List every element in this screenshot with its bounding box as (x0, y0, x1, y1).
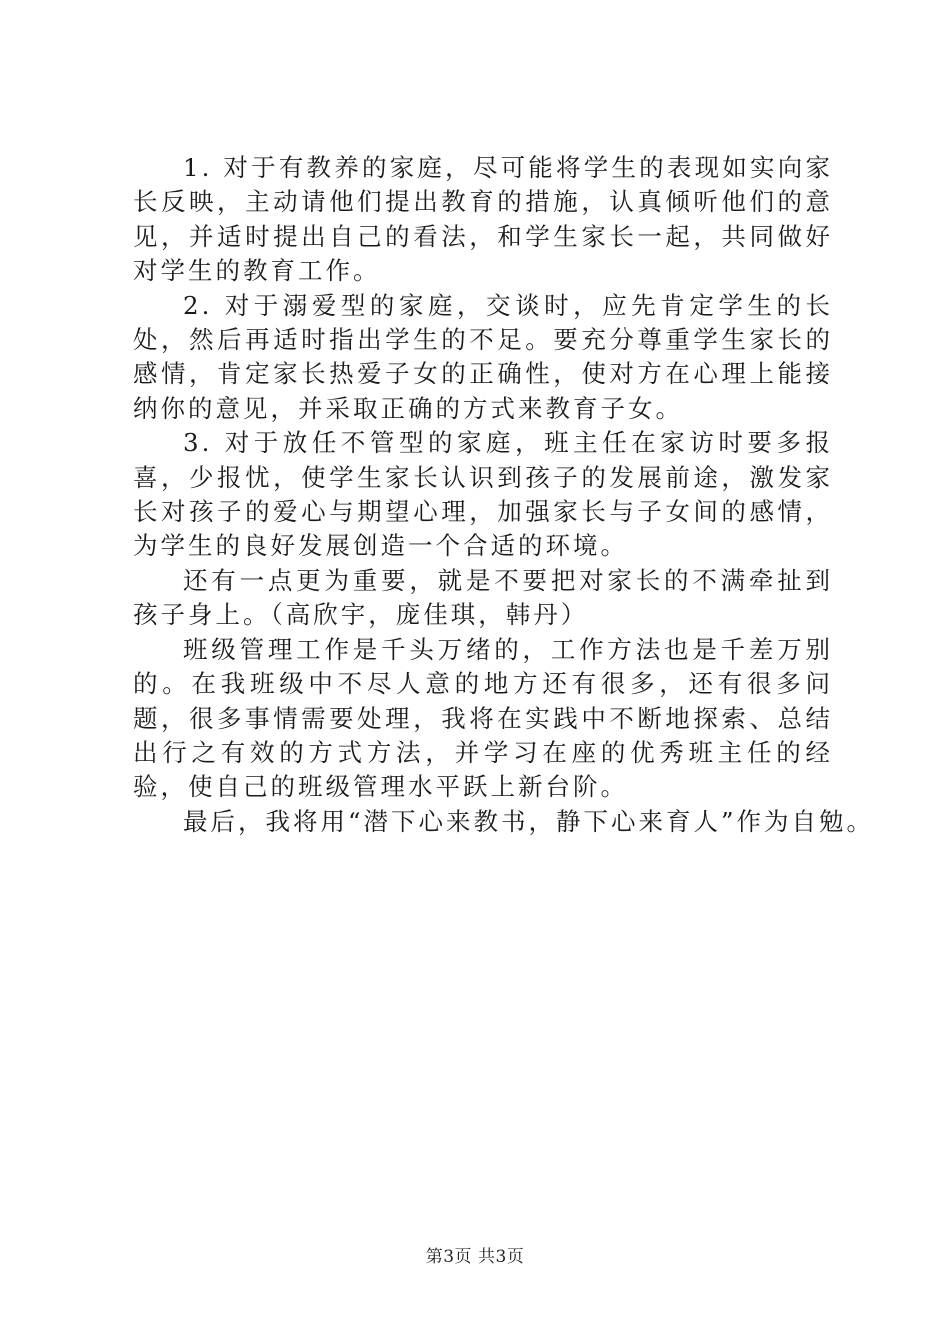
paragraph-class-management: 班级管理工作是千头万绪的，工作方法也是千差万别的。在我班级中不尽人意的地方还有很多，还有很多问题，很多事情需要处理，我将在实践中不断地探索、总结出行之有效的方式方法，并学习在座的优秀班主任的经验，使自己的班级管理水平跃上新台阶。 (133, 634, 833, 802)
page-footer: 第3页 共3页 (425, 1247, 525, 1267)
document-body (133, 151, 875, 839)
paragraph-doting-family: 2. 对于溺爱型的家庭，交谈时，应先肯定学生的长处，然后再适时指出学生的不足。要充分尊重学生家长的感情，肯定家长热爱子女的正确性，使对方在心理上能接纳你的意见，并采取正确的方式来教育子女。 (133, 290, 833, 423)
paragraph-laissez-faire-family: 3. 对于放任不管型的家庭，班主任在家访时要多报喜，少报忧，使学生家长认识到孩子的发展前途，激发家长对孩子的爱心与期望心理，加强家长与子女间的感情，为学生的良好发展创造一个合适的环境。 (133, 428, 833, 561)
paragraph-important-point: 还有一点更为重要，就是不要把对家长的不满牵扯到孩子身上。（高欣宇，庞佳琪，韩丹） (133, 565, 833, 630)
paragraph-closing: 最后，我将用“潜下心来教书，静下心来育人”作为自勉。 (183, 806, 875, 836)
paragraph-cultured-family: 1. 对于有教养的家庭，尽可能将学生的表现如实向家长反映，主动请他们提出教育的措施，认真倾听他们的意见，并适时提出自己的看法，和学生家长一起，共同做好对学生的教育工作。 (133, 153, 833, 286)
